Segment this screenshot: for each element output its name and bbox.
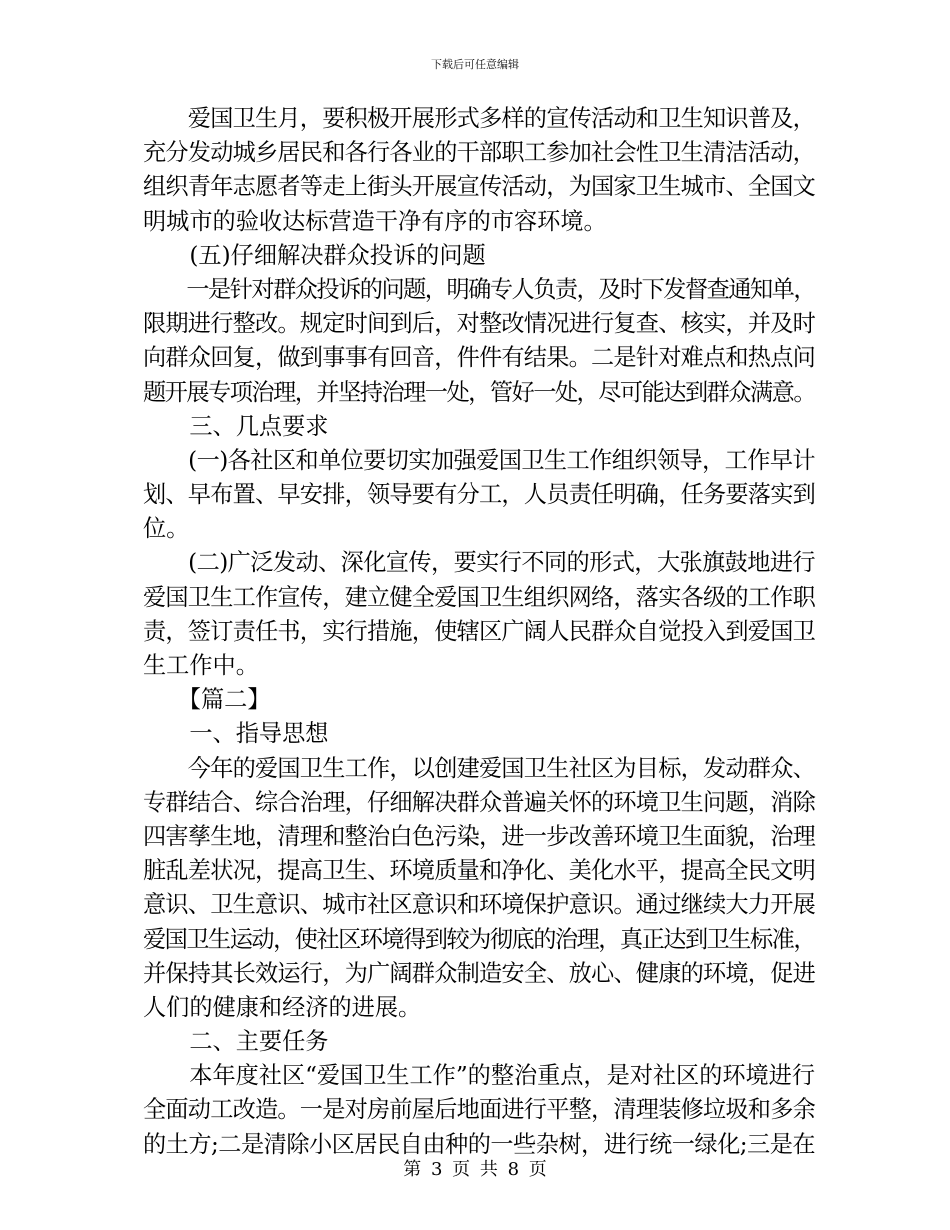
section-heading: 【篇二】 (143, 686, 271, 714)
text-line: (一)各社区和单位要切实加强爱国卫生工作组织领导，工作早计 (143, 446, 815, 474)
text-line: 全面动工改造。一是对房前屋后地面进行平整，清理装修垃圾和多余 (143, 1096, 815, 1124)
text-line: 专群结合、综合治理，仔细解决群众普遍关怀的环境卫生问题，消除 (143, 788, 815, 816)
section-heading: 一、指导思想 (143, 720, 329, 748)
text-line: 划、早布置、早安排，领导要有分工，人员责任明确，任务要落实到 (143, 481, 815, 509)
text-line: 爱国卫生运动，使社区环境得到较为彻底的治理，真正达到卫生标准， (143, 925, 815, 953)
text-line: 充分发动城乡居民和各行各业的干部职工参加社会性卫生清洁活动， (143, 139, 815, 167)
document-body (143, 102, 815, 1162)
text-line: 责，签订责任书，实行措施，使辖区广阔人民群众自觉投入到爱国卫 (143, 617, 815, 645)
page-header: 下载后可任意编辑 (431, 58, 519, 71)
text-line: 今年的爱国卫生工作，以创建爱国卫生社区为目标，发动群众、 (143, 754, 815, 782)
text-line: 向群众回复，做到事事有回音，件件有结果。二是针对难点和热点问 (143, 344, 815, 372)
text-line: (二)广泛发动、深化宣传，要实行不同的形式，大张旗鼓地进行 (143, 549, 815, 577)
text-line: 限期进行整改。规定时间到后，对整改情况进行复查、核实，并及时 (143, 310, 815, 338)
text-line: 四害孳生地，清理和整治白色污染，进一步改善环境卫生面貌，治理 (143, 822, 815, 850)
text-line: 的土方;二是清除小区居民自由种的一些杂树，进行统一绿化;三是在 (143, 1130, 816, 1158)
section-heading: 二、主要任务 (143, 1028, 329, 1056)
text-line: 组织青年志愿者等走上街头开展宣传活动，为国家卫生城市、全国文 (143, 173, 815, 201)
text-line: 本年度社区“爱国卫生工作”的整治重点，是对社区的环境进行 (143, 1062, 815, 1090)
text-line: 爱国卫生工作宣传，建立健全爱国卫生组织网络，落实各级的工作职 (143, 583, 815, 611)
text-line: 人们的健康和经济的进展。 (143, 993, 422, 1021)
text-line: 题开展专项治理，并坚持治理一处，管好一处，尽可能达到群众满意。 (143, 378, 815, 406)
text-line: 意识、卫生意识、城市社区意识和环境保护意识。通过继续大力开展 (143, 891, 815, 919)
text-line: 脏乱差状况，提高卫生、环境质量和净化、美化水平，提高全民文明 (143, 857, 815, 885)
text-line: 明城市的验收达标营造干净有序的市容环境。 (143, 207, 607, 235)
page-number: 第 3 页 共 8 页 (403, 1159, 547, 1180)
text-line: 一是针对群众投诉的问题，明确专人负责，及时下发督查通知单， (143, 275, 815, 303)
text-line: 生工作中。 (143, 652, 259, 679)
section-heading: 三、几点要求 (143, 412, 329, 440)
text-line: 并保持其长效运行，为广阔群众制造安全、放心、健康的环境，促进 (143, 959, 815, 987)
text-line: 位。 (143, 515, 190, 543)
section-heading: (五)仔细解决群众投诉的问题 (143, 241, 486, 269)
text-line: 爱国卫生月，要积极开展形式多样的宣传活动和卫生知识普及， (143, 105, 815, 132)
